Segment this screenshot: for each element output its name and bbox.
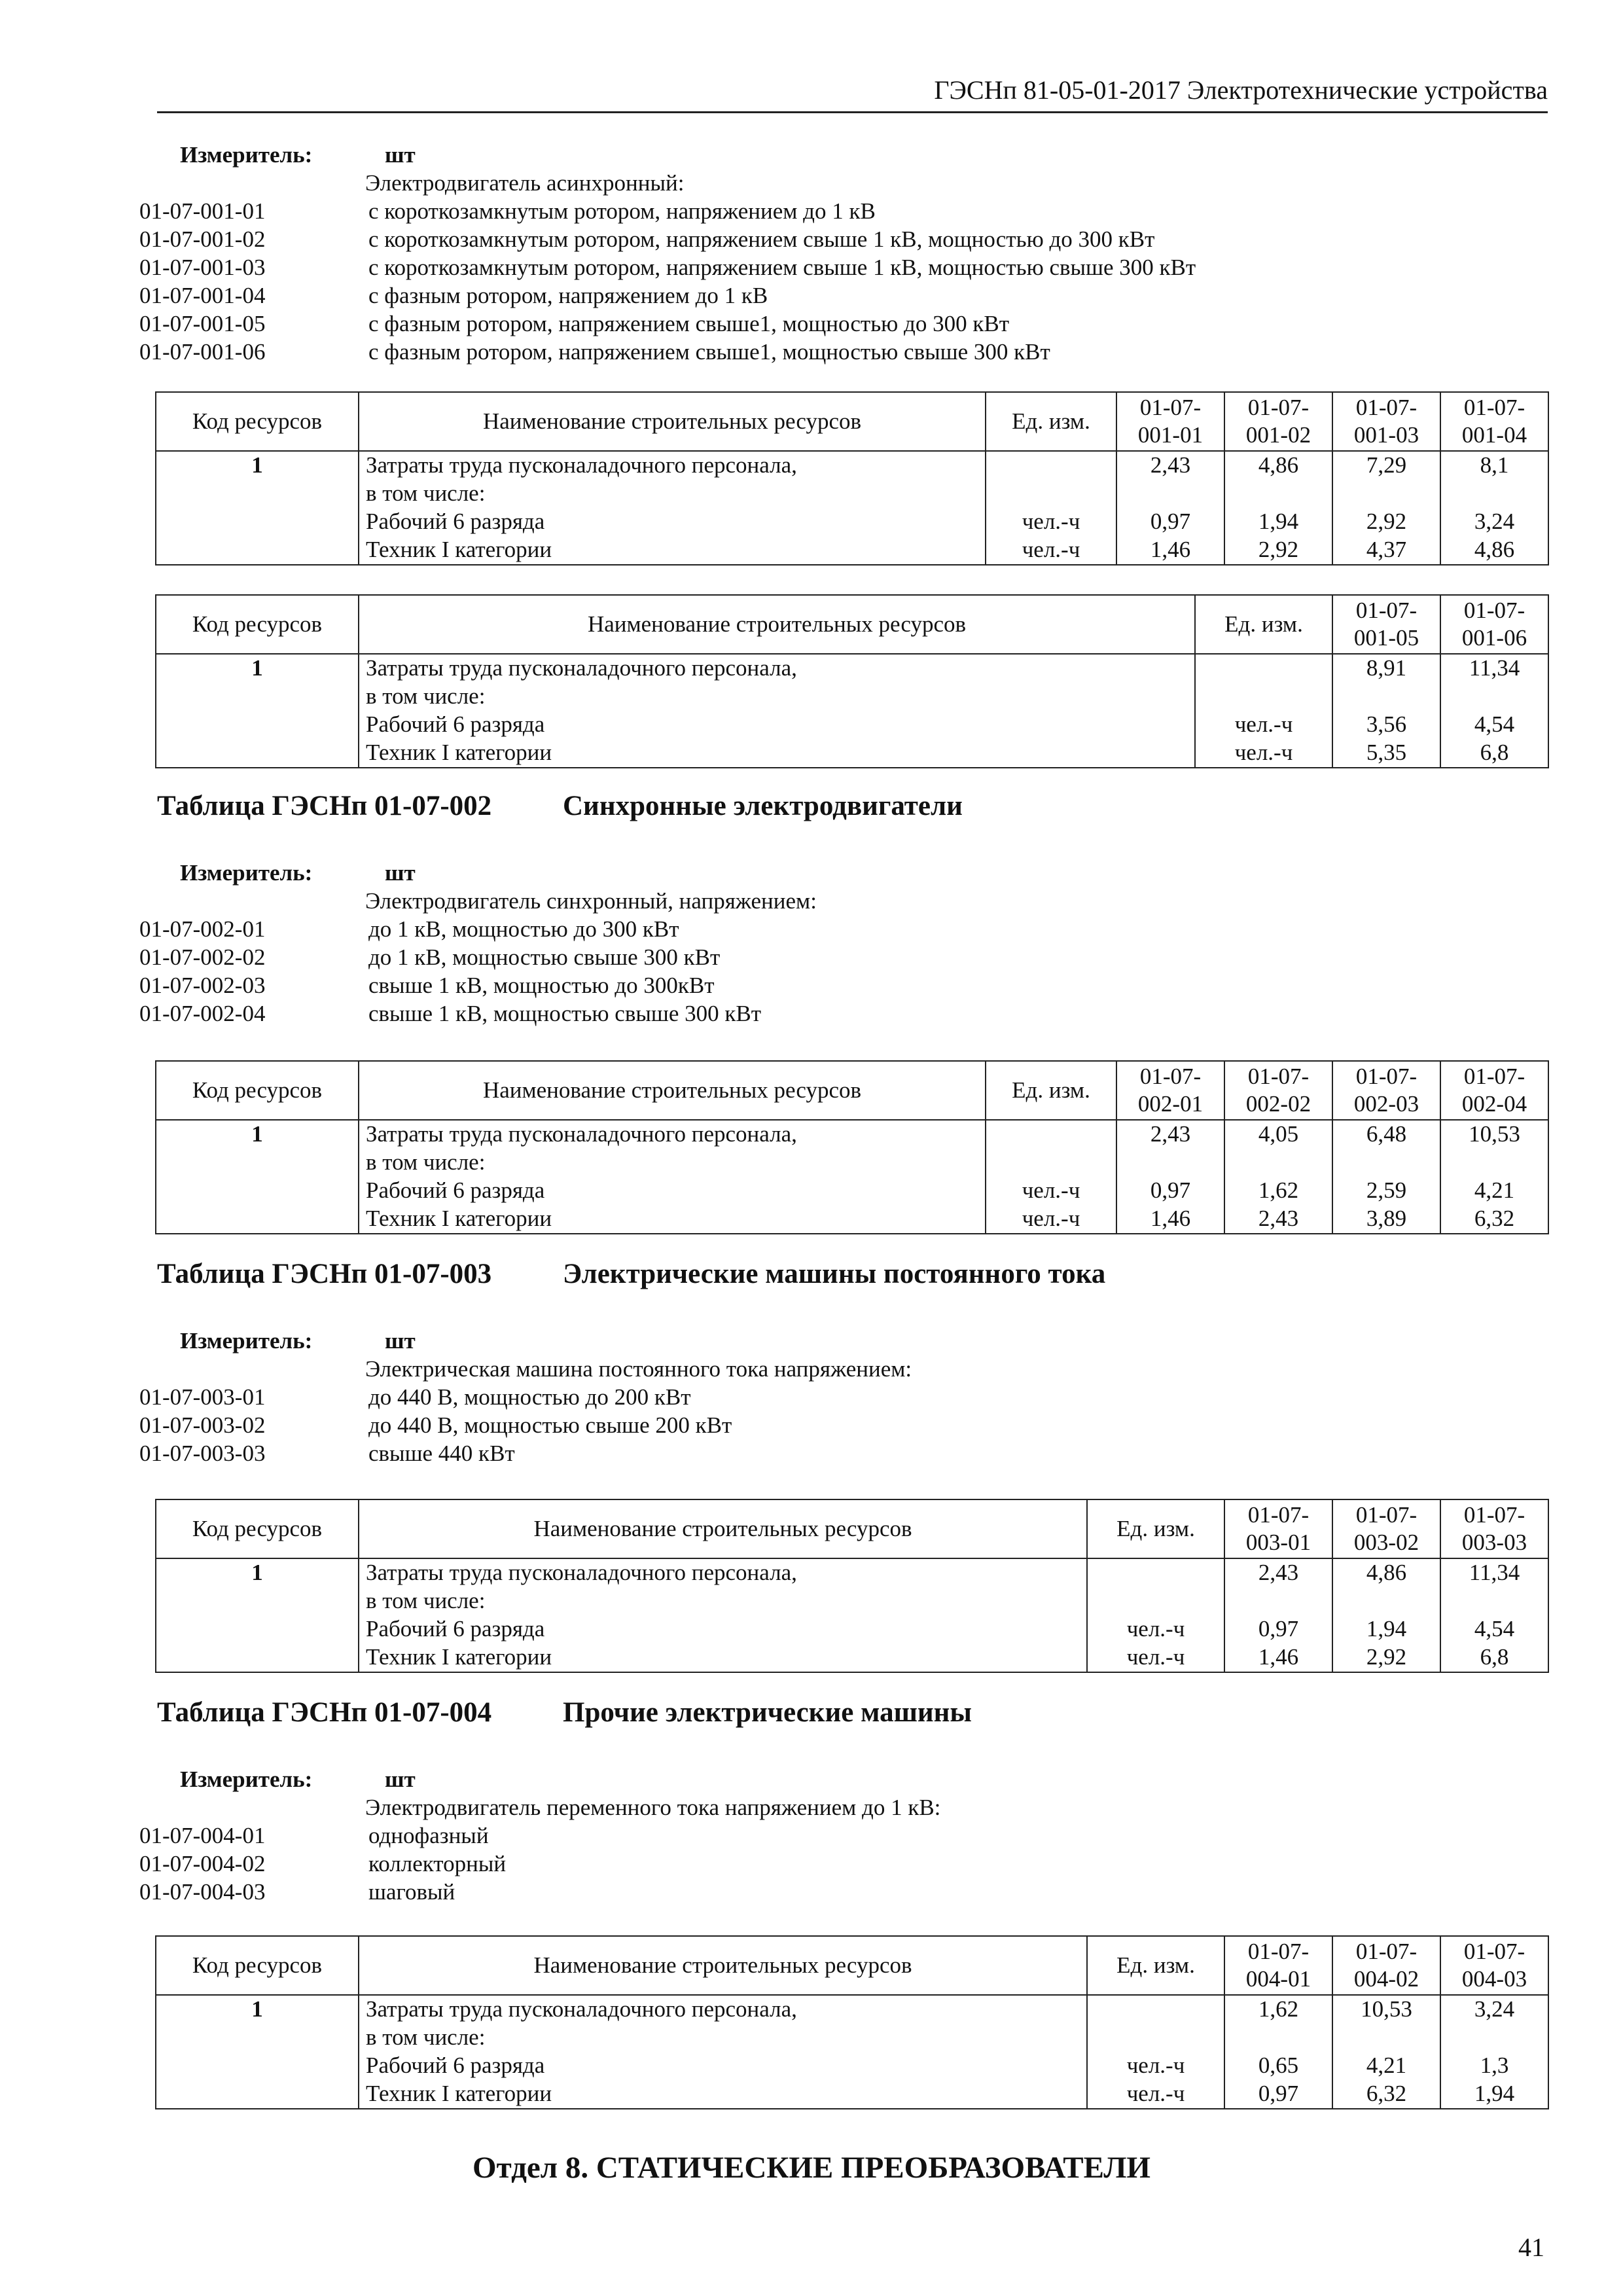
table-row <box>156 1995 1548 2109</box>
table-caption <box>157 790 963 822</box>
item-text: свыше 1 кВ, мощностью до 300кВт <box>368 973 715 998</box>
table-header-row <box>156 1061 1548 1120</box>
col-header-code: Код ресурсов <box>156 1936 359 1995</box>
resource-code: 1 <box>156 654 359 768</box>
list-item <box>139 338 1548 366</box>
list-item <box>139 225 1548 253</box>
list-item <box>139 197 1548 225</box>
col-header-code: Код ресурсов <box>156 392 359 451</box>
col-header-norm: 01-07- 004-02 <box>1332 1936 1440 1995</box>
item-code: 01-07-001-02 <box>139 226 266 252</box>
col-header-norm: 01-07- 001-01 <box>1116 392 1224 451</box>
resource-names: Затраты труда пусконаладочного персонала, в том числе: Рабочий 6 разряда Техник I категории <box>359 451 986 565</box>
norm-values: 4,86 1,94 2,92 <box>1224 451 1332 565</box>
col-header-norm: 01-07- 001-06 <box>1440 595 1548 654</box>
item-text: свыше 440 кВт <box>368 1441 515 1466</box>
table-name: Прочие электрические машины <box>563 1697 972 1728</box>
resource-code: 1 <box>156 1120 359 1234</box>
measure-label: Измеритель: <box>180 1767 313 1792</box>
col-header-code: Код ресурсов <box>156 1499 359 1558</box>
table-header-row <box>156 1499 1548 1558</box>
col-header-code: Код ресурсов <box>156 595 359 654</box>
col-header-norm: 01-07- 001-03 <box>1332 392 1440 451</box>
measure-unit: шт <box>385 142 416 168</box>
item-code: 01-07-002-02 <box>139 944 266 970</box>
item-text: однофазный <box>368 1823 489 1848</box>
item-code: 01-07-004-03 <box>139 1879 266 1905</box>
resource-units: чел.-ч чел.-ч <box>986 451 1116 565</box>
norm-table <box>155 1499 1549 1673</box>
table-label: Таблица ГЭСНп 01-07-004 <box>157 1697 492 1728</box>
col-header-norm: 01-07- 001-05 <box>1332 595 1440 654</box>
resource-names: Затраты труда пусконаладочного персонала, в том числе: Рабочий 6 разряда Техник I категории <box>359 1558 1087 1672</box>
item-text: до 440 В, мощностью свыше 200 кВт <box>368 1412 732 1438</box>
resource-code: 1 <box>156 1558 359 1672</box>
resource-names: Затраты труда пусконаладочного персонала, в том числе: Рабочий 6 разряда Техник I категории <box>359 1120 986 1234</box>
measure-unit: шт <box>385 860 416 886</box>
table-label: Таблица ГЭСНп 01-07-003 <box>157 1259 492 1289</box>
measure-block <box>139 1765 1548 1906</box>
col-header-norm: 01-07- 001-04 <box>1440 392 1548 451</box>
measure-block <box>139 1327 1548 1467</box>
col-header-norm: 01-07- 003-03 <box>1440 1499 1548 1558</box>
item-code: 01-07-001-01 <box>139 198 266 224</box>
item-code: 01-07-001-05 <box>139 311 266 336</box>
item-text: свыше 1 кВ, мощностью свыше 300 кВт <box>368 1001 762 1026</box>
measure-caption: Электродвигатель переменного тока напряжением до 1 кВ: <box>365 1795 941 1820</box>
item-code: 01-07-001-04 <box>139 283 266 308</box>
norm-values: 2,43 0,97 1,46 <box>1116 1120 1224 1234</box>
resource-units: чел.-ч чел.-ч <box>1087 1558 1224 1672</box>
col-header-norm: 01-07- 002-02 <box>1224 1061 1332 1120</box>
item-code: 01-07-002-04 <box>139 1001 266 1026</box>
page-number: 41 <box>1518 2233 1544 2262</box>
norm-table <box>155 391 1549 565</box>
table-caption <box>157 1258 1106 1290</box>
list-item <box>139 915 1548 943</box>
norm-values: 8,91 3,56 5,35 <box>1332 654 1440 768</box>
col-header-code: Код ресурсов <box>156 1061 359 1120</box>
resource-code: 1 <box>156 451 359 565</box>
table-header-row <box>156 595 1548 654</box>
col-header-norm: 01-07- 003-01 <box>1224 1499 1332 1558</box>
measure-caption: Электродвигатель асинхронный: <box>365 170 685 196</box>
col-header-norm: 01-07- 004-03 <box>1440 1936 1548 1995</box>
col-header-name: Наименование строительных ресурсов <box>359 1061 986 1120</box>
table-row <box>156 654 1548 768</box>
item-text: с фазным ротором, напряжением свыше1, мощностью свыше 300 кВт <box>368 339 1050 365</box>
col-header-unit: Ед. изм. <box>1195 595 1332 654</box>
list-item <box>139 1821 1548 1850</box>
col-header-norm: 01-07- 004-01 <box>1224 1936 1332 1995</box>
item-text: до 1 кВ, мощностью до 300 кВт <box>368 916 679 942</box>
resource-units: чел.-ч чел.-ч <box>986 1120 1116 1234</box>
col-header-norm: 01-07- 002-03 <box>1332 1061 1440 1120</box>
resource-names: Затраты труда пусконаладочного персонала, в том числе: Рабочий 6 разряда Техник I категории <box>359 1995 1087 2109</box>
item-code: 01-07-001-03 <box>139 255 266 280</box>
norm-values: 2,43 0,97 1,46 <box>1116 451 1224 565</box>
norm-values: 6,48 2,59 3,89 <box>1332 1120 1440 1234</box>
norm-table <box>155 1060 1549 1234</box>
col-header-name: Наименование строительных ресурсов <box>359 392 986 451</box>
measure-block <box>139 859 1548 1028</box>
measure-block <box>139 141 1548 366</box>
norm-values: 1,62 0,65 0,97 <box>1224 1995 1332 2109</box>
norm-table <box>155 594 1549 768</box>
table-header-row <box>156 1936 1548 1995</box>
list-item <box>139 1878 1548 1906</box>
col-header-norm: 01-07- 002-01 <box>1116 1061 1224 1120</box>
col-header-unit: Ед. изм. <box>1087 1499 1224 1558</box>
measure-caption: Электродвигатель синхронный, напряжением: <box>365 888 817 914</box>
measure-label: Измеритель: <box>180 860 313 886</box>
list-item <box>139 1383 1548 1411</box>
item-text: коллекторный <box>368 1851 507 1876</box>
norm-table <box>155 1935 1549 2109</box>
table-row <box>156 1558 1548 1672</box>
item-code: 01-07-002-01 <box>139 916 266 942</box>
list-item <box>139 310 1548 338</box>
item-code: 01-07-003-03 <box>139 1441 266 1466</box>
item-text: с фазным ротором, напряжением до 1 кВ <box>368 283 768 308</box>
list-item <box>139 1850 1548 1878</box>
norm-values: 4,05 1,62 2,43 <box>1224 1120 1332 1234</box>
item-text: шаговый <box>368 1879 455 1905</box>
resource-units: чел.-ч чел.-ч <box>1195 654 1332 768</box>
table-name: Синхронные электродвигатели <box>563 791 963 821</box>
page-header: ГЭСНп 81-05-01-2017 Электротехнические устройства <box>157 71 1548 113</box>
measure-unit: шт <box>385 1328 416 1354</box>
resource-names: Затраты труда пусконаладочного персонала, в том числе: Рабочий 6 разряда Техник I категории <box>359 654 1195 768</box>
table-header-row <box>156 392 1548 451</box>
item-text: с короткозамкнутым ротором, напряжением до 1 кВ <box>368 198 876 224</box>
table-row <box>156 1120 1548 1234</box>
list-item <box>139 943 1548 971</box>
item-text: с короткозамкнутым ротором, напряжением свыше 1 кВ, мощностью до 300 кВт <box>368 226 1155 252</box>
measure-label: Измеритель: <box>180 1328 313 1354</box>
list-item <box>139 1411 1548 1439</box>
norm-values: 4,86 1,94 2,92 <box>1332 1558 1440 1672</box>
col-header-unit: Ед. изм. <box>986 1061 1116 1120</box>
list-item <box>139 971 1548 999</box>
item-code: 01-07-003-01 <box>139 1384 266 1410</box>
norm-values: 8,1 3,24 4,86 <box>1440 451 1548 565</box>
col-header-name: Наименование строительных ресурсов <box>359 1499 1087 1558</box>
norm-values: 2,43 0,97 1,46 <box>1224 1558 1332 1672</box>
norm-values: 11,34 4,54 6,8 <box>1440 654 1548 768</box>
measure-unit: шт <box>385 1767 416 1792</box>
norm-values: 7,29 2,92 4,37 <box>1332 451 1440 565</box>
norm-values: 10,53 4,21 6,32 <box>1440 1120 1548 1234</box>
norm-values: 3,24 1,3 1,94 <box>1440 1995 1548 2109</box>
resource-code: 1 <box>156 1995 359 2109</box>
resource-units: чел.-ч чел.-ч <box>1087 1995 1224 2109</box>
table-caption <box>157 1696 972 1729</box>
table-name: Электрические машины постоянного тока <box>563 1259 1106 1289</box>
col-header-norm: 01-07- 001-02 <box>1224 392 1332 451</box>
list-item <box>139 253 1548 281</box>
item-text: до 440 В, мощностью до 200 кВт <box>368 1384 691 1410</box>
item-code: 01-07-003-02 <box>139 1412 266 1438</box>
measure-label: Измеритель: <box>180 142 313 168</box>
section-title: Отдел 8. СТАТИЧЕСКИЕ ПРЕОБРАЗОВАТЕЛИ <box>473 2151 1150 2185</box>
norm-values: 11,34 4,54 6,8 <box>1440 1558 1548 1672</box>
col-header-norm: 01-07- 003-02 <box>1332 1499 1440 1558</box>
table-row <box>156 451 1548 565</box>
item-text: с короткозамкнутым ротором, напряжением свыше 1 кВ, мощностью свыше 300 кВт <box>368 255 1196 280</box>
col-header-name: Наименование строительных ресурсов <box>359 1936 1087 1995</box>
item-text: до 1 кВ, мощностью свыше 300 кВт <box>368 944 721 970</box>
item-code: 01-07-001-06 <box>139 339 266 365</box>
list-item <box>139 999 1548 1028</box>
item-text: с фазным ротором, напряжением свыше1, мощностью до 300 кВт <box>368 311 1010 336</box>
col-header-name: Наименование строительных ресурсов <box>359 595 1195 654</box>
col-header-unit: Ед. изм. <box>1087 1936 1224 1995</box>
item-code: 01-07-004-01 <box>139 1823 266 1848</box>
col-header-unit: Ед. изм. <box>986 392 1116 451</box>
col-header-norm: 01-07- 002-04 <box>1440 1061 1548 1120</box>
table-label: Таблица ГЭСНп 01-07-002 <box>157 791 492 821</box>
measure-caption: Электрическая машина постоянного тока напряжением: <box>365 1356 912 1382</box>
item-code: 01-07-004-02 <box>139 1851 266 1876</box>
norm-values: 10,53 4,21 6,32 <box>1332 1995 1440 2109</box>
list-item <box>139 1439 1548 1467</box>
item-code: 01-07-002-03 <box>139 973 266 998</box>
list-item <box>139 281 1548 310</box>
